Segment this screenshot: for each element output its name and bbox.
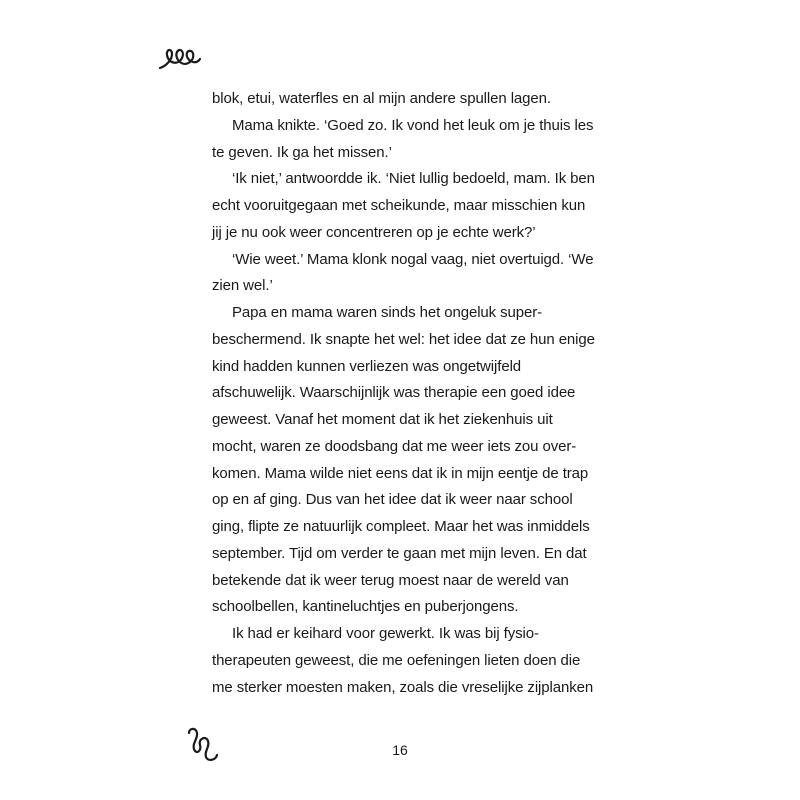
body-text xyxy=(212,86,595,701)
text-line: blok, etui, waterfles en al mijn andere spullen lagen. xyxy=(212,90,551,107)
text-line: beschermend. Ik snapte het wel: het idee dat ze hun enige xyxy=(212,330,595,348)
text-line: ‘Wie weet.’ Mama klonk nogal vaag, niet overtuigd. ‘We xyxy=(232,250,594,268)
text-line: therapeuten geweest, die me oefeningen lieten doen die xyxy=(212,651,581,669)
text-line: me sterker moesten maken, zoals die vreselijke zijplanken xyxy=(212,678,594,696)
text-line: Ik had er keihard voor gewerkt. Ik was bij fysio- xyxy=(232,625,539,642)
text-line: Mama knikte. ‘Goed zo. Ik vond het leuk om je thuis les xyxy=(232,116,594,134)
text-line: mocht, waren ze doodsbang dat me weer iets zou over- xyxy=(212,437,577,455)
text-line: afschuwelijk. Waarschijnlijk was therapie een goed idee xyxy=(212,384,576,402)
text-line: te geven. Ik ga het missen.’ xyxy=(212,143,392,161)
text-line: echt vooruitgegaan met scheikunde, maar misschien kun xyxy=(212,197,586,214)
page-number: 16 xyxy=(392,742,408,758)
swirl-ornament-icon xyxy=(158,44,202,78)
text-line: ‘Ik niet,’ antwoordde ik. ‘Niet lullig bedoeld, mam. Ik ben xyxy=(232,170,595,188)
text-line: kind hadden kunnen verliezen was ongetwijfeld xyxy=(212,357,522,375)
text-line: Papa en mama waren sinds het ongeluk super- xyxy=(232,304,543,321)
text-line: geweest. Vanaf het moment dat ik het ziekenhuis uit xyxy=(212,411,553,428)
text-line: jij je nu ook weer concentreren op je echte werk?’ xyxy=(212,223,536,241)
text-line: op en af ging. Dus van het idee dat ik weer naar school xyxy=(212,491,573,509)
text-line: schoolbellen, kantineluchtjes en puberjongens. xyxy=(212,598,519,616)
text-line: september. Tijd om verder te gaan met mijn leven. En dat xyxy=(212,544,587,562)
text-line: ging, flipte ze natuurlijk compleet. Maar het was inmiddels xyxy=(212,518,590,535)
text-line: zien wel.’ xyxy=(212,277,273,295)
text-line: betekende dat ik weer terug moest naar de wereld van xyxy=(212,571,569,589)
text-line: komen. Mama wilde niet eens dat ik in mijn eentje de trap xyxy=(212,464,589,482)
